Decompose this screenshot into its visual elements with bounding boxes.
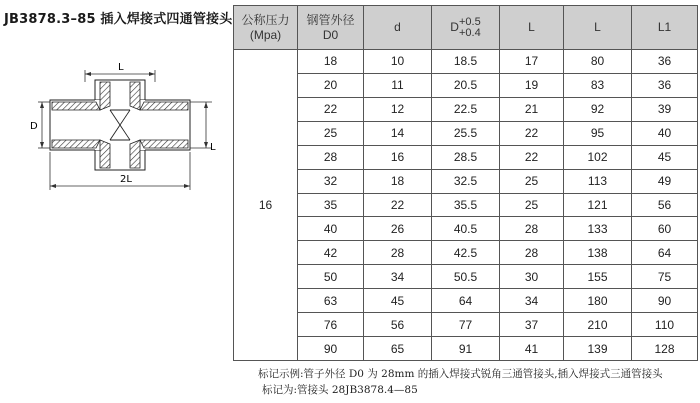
fitting-dimensions-table	[233, 5, 698, 361]
footnote-line-1: 标记示例:管子外径 D0 为 28mm 的插入焊接式锐角三通管接头,插入焊接式三通管接头	[258, 368, 663, 380]
header-D-tolerance: D+0.5 +0.4	[432, 6, 500, 50]
table-cell: 39	[632, 97, 698, 121]
table-cell: 25	[500, 193, 564, 217]
table-cell: 11	[364, 73, 432, 97]
table-cell: 76	[298, 313, 364, 337]
header-pipe-od: 钢管外径 D0	[298, 6, 364, 50]
table-row	[234, 73, 698, 97]
table-cell: 40.5	[432, 217, 500, 241]
table-cell: 20	[298, 73, 364, 97]
table-cell: 30	[500, 265, 564, 289]
cross-fitting-drawing	[30, 40, 230, 200]
table-cell: 102	[564, 145, 632, 169]
table-cell: 42.5	[432, 241, 500, 265]
table-cell: 32	[298, 169, 364, 193]
svg-text:L: L	[210, 142, 216, 153]
table-cell: 210	[564, 313, 632, 337]
table-cell: 65	[364, 337, 432, 361]
table-cell: 34	[500, 289, 564, 313]
table-cell: 21	[500, 97, 564, 121]
table-cell: 37	[500, 313, 564, 337]
table-row	[234, 217, 698, 241]
table-cell: 128	[632, 337, 698, 361]
table-cell: 64	[432, 289, 500, 313]
table-cell: 16	[364, 145, 432, 169]
table-cell: 22.5	[432, 97, 500, 121]
table-cell: 77	[432, 313, 500, 337]
table-row	[234, 337, 698, 361]
table-cell: 28	[500, 241, 564, 265]
table-cell: 28	[500, 217, 564, 241]
table-cell: 18.5	[432, 50, 500, 74]
table-cell: 133	[564, 217, 632, 241]
header-L1: L1	[632, 6, 698, 50]
table-row	[234, 145, 698, 169]
table-cell: 110	[632, 313, 698, 337]
svg-text:2L: 2L	[120, 174, 132, 185]
table-cell: 25	[500, 169, 564, 193]
table-cell: 90	[632, 289, 698, 313]
table-cell: 36	[632, 73, 698, 97]
table-header-row	[234, 6, 698, 50]
header-pressure: 公称压力 (Mpa)	[234, 6, 298, 50]
table-row	[234, 50, 698, 74]
table-cell: 139	[564, 337, 632, 361]
table-cell: 121	[564, 193, 632, 217]
table-cell: 49	[632, 169, 698, 193]
header-d: d	[364, 6, 432, 50]
table-cell: 60	[632, 217, 698, 241]
table-cell: 18	[364, 169, 432, 193]
table-cell: 113	[564, 169, 632, 193]
table-row	[234, 265, 698, 289]
table-cell: 75	[632, 265, 698, 289]
table-cell: 45	[632, 145, 698, 169]
table-cell: 41	[500, 337, 564, 361]
svg-text:D: D	[30, 121, 38, 132]
table-cell: 32.5	[432, 169, 500, 193]
table-cell: 25	[298, 121, 364, 145]
table-row	[234, 313, 698, 337]
table-cell: 36	[632, 50, 698, 74]
table-row	[234, 169, 698, 193]
dimension-right-L	[190, 102, 216, 153]
table-cell: 22	[500, 145, 564, 169]
table-cell: 155	[564, 265, 632, 289]
header-L: L	[500, 6, 564, 50]
table-cell: 14	[364, 121, 432, 145]
table-cell: 95	[564, 121, 632, 145]
table-row	[234, 193, 698, 217]
document-title: JB3878.3–85 插入焊接式四通管接头	[4, 12, 233, 27]
dimension-top-L	[85, 62, 155, 82]
table-cell: 63	[298, 289, 364, 313]
table-cell: 12	[364, 97, 432, 121]
table-row	[234, 97, 698, 121]
table-cell: 22	[298, 97, 364, 121]
table-cell: 28.5	[432, 145, 500, 169]
marking-example-note	[258, 366, 698, 398]
table-cell: 64	[632, 241, 698, 265]
table-cell: 90	[298, 337, 364, 361]
table-cell: 50.5	[432, 265, 500, 289]
table-cell: 10	[364, 50, 432, 74]
table-cell: 91	[432, 337, 500, 361]
table-row	[234, 121, 698, 145]
table-cell: 35	[298, 193, 364, 217]
table-cell: 56	[364, 313, 432, 337]
header-L-second: L	[564, 6, 632, 50]
table-cell: 45	[364, 289, 432, 313]
table-cell: 17	[500, 50, 564, 74]
table-cell: 40	[298, 217, 364, 241]
table-cell: 18	[298, 50, 364, 74]
table-cell: 80	[564, 50, 632, 74]
pressure-cell: 16	[234, 50, 298, 361]
table-cell: 180	[564, 289, 632, 313]
table-cell: 34	[364, 265, 432, 289]
table-cell: 83	[564, 73, 632, 97]
footnote-line-2: 标记为:管接头 28JB3878.4—85	[262, 384, 418, 396]
table-cell: 20.5	[432, 73, 500, 97]
table-cell: 28	[298, 145, 364, 169]
table-row	[234, 241, 698, 265]
table-cell: 138	[564, 241, 632, 265]
table-cell: 42	[298, 241, 364, 265]
table-cell: 40	[632, 121, 698, 145]
table-cell: 26	[364, 217, 432, 241]
table-cell: 50	[298, 265, 364, 289]
table-cell: 22	[364, 193, 432, 217]
table-row	[234, 289, 698, 313]
table-cell: 25.5	[432, 121, 500, 145]
table-cell: 92	[564, 97, 632, 121]
dimension-D	[30, 102, 50, 148]
table-cell: 56	[632, 193, 698, 217]
table-cell: 35.5	[432, 193, 500, 217]
table-cell: 19	[500, 73, 564, 97]
table-cell: 28	[364, 241, 432, 265]
table-cell: 22	[500, 121, 564, 145]
svg-text:L: L	[118, 62, 124, 73]
